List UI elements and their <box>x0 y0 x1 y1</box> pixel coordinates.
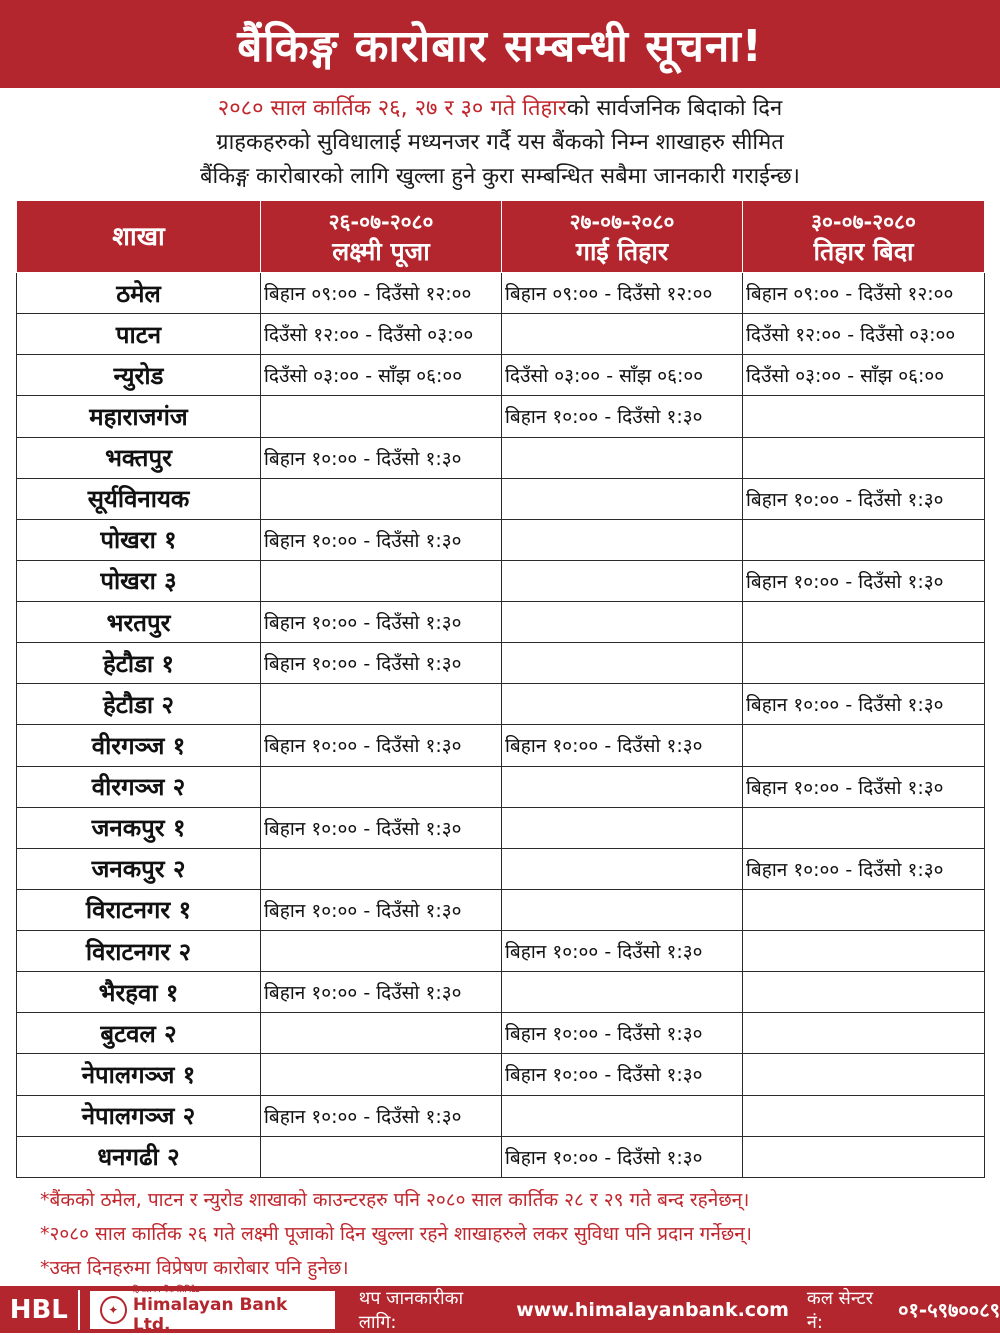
footnotes <box>40 1183 980 1285</box>
schedule-cell <box>743 396 985 437</box>
schedule-cell: दिउँसो १२:०० - दिउँसो ०३:०० <box>261 314 502 355</box>
branch-name-cell: हेटौडा २ <box>17 684 261 725</box>
schedule-cell <box>743 519 985 560</box>
schedule-cell <box>261 684 502 725</box>
schedule-cell: बिहान १०:०० - दिउँसो १:३० <box>261 602 502 643</box>
table-body <box>17 273 985 1178</box>
branch-name-cell: भक्तपुर <box>17 437 261 478</box>
table-row <box>17 602 985 643</box>
schedule-cell <box>743 1013 985 1054</box>
branch-name-cell: भैरहवा १ <box>17 972 261 1013</box>
table-row <box>17 314 985 355</box>
table-row <box>17 889 985 930</box>
table-row <box>17 560 985 601</box>
table-row <box>17 273 985 314</box>
intro-line-2: ग्राहकहरुको सुविधालाई मध्यनजर गर्दै यस बैंकको निम्न शाखाहरु सीमित <box>216 130 784 155</box>
table-row <box>17 396 985 437</box>
table-row <box>17 643 985 684</box>
table-row <box>17 1013 985 1054</box>
schedule-cell: बिहान ०९:०० - दिउँसो १२:०० <box>743 273 985 314</box>
table-row <box>17 519 985 560</box>
bank-logo-block <box>90 1285 335 1335</box>
schedule-cell: बिहान १०:०० - दिउँसो १:३० <box>743 766 985 807</box>
intro-highlight: २०८० साल कार्तिक २६, २७ र ३० गते तिहार <box>217 96 567 121</box>
schedule-cell: दिउँसो ०३:०० - साँझ ०६:०० <box>261 355 502 396</box>
table-row <box>17 1054 985 1095</box>
schedule-cell: बिहान १०:०० - दिउँसो १:३० <box>743 560 985 601</box>
schedule-cell <box>743 437 985 478</box>
column-header-day2 <box>502 201 743 273</box>
table-row <box>17 437 985 478</box>
table-row <box>17 684 985 725</box>
branch-name-cell: महाराजगंज <box>17 396 261 437</box>
table-row <box>17 725 985 766</box>
notice-title: बैंकिङ्ग कारोबार सम्बन्धी सूचना! <box>237 21 763 72</box>
table-row <box>17 1136 985 1177</box>
intro-paragraph <box>40 92 960 194</box>
schedule-cell: बिहान १०:०० - दिउँसो १:३० <box>502 931 743 972</box>
schedule-cell <box>502 972 743 1013</box>
contact-label: थप जानकारीका लागि: <box>358 1287 464 1333</box>
schedule-cell <box>502 478 743 519</box>
notice-title-bar <box>0 0 1000 88</box>
schedule-cell <box>261 396 502 437</box>
schedule-cell <box>743 807 985 848</box>
branch-name-cell: जनकपुर २ <box>17 848 261 889</box>
schedule-cell: दिउँसो ०३:०० - साँझ ०६:०० <box>743 355 985 396</box>
schedule-cell: बिहान ०९:०० - दिउँसो १२:०० <box>502 273 743 314</box>
schedule-cell: बिहान १०:०० - दिउँसो १:३० <box>743 848 985 889</box>
table-row <box>17 972 985 1013</box>
schedule-cell <box>743 972 985 1013</box>
schedule-cell: बिहान १०:०० - दिउँसो १:३० <box>261 437 502 478</box>
website-link[interactable]: www.himalayanbank.com <box>516 1298 789 1321</box>
schedule-cell: बिहान १०:०० - दिउँसो १:३० <box>261 972 502 1013</box>
schedule-cell <box>261 1013 502 1054</box>
call-center-number: ०१-५९७००८९ <box>898 1298 1000 1322</box>
table-row <box>17 766 985 807</box>
hbl-brand: HBL <box>0 1290 80 1330</box>
schedule-cell: बिहान १०:०० - दिउँसो १:३० <box>502 725 743 766</box>
schedule-cell: बिहान ०९:०० - दिउँसो १२:०० <box>261 273 502 314</box>
schedule-cell <box>502 519 743 560</box>
footer-bar <box>0 1286 1000 1333</box>
branch-name-cell: वीरगञ्ज २ <box>17 766 261 807</box>
branch-name-cell: सूर्यविनायक <box>17 478 261 519</box>
branch-name-cell: जनकपुर १ <box>17 807 261 848</box>
schedule-cell <box>261 478 502 519</box>
schedule-cell <box>261 848 502 889</box>
branch-name-cell: हेटौडा १ <box>17 643 261 684</box>
bank-name-nepali: हिमालयन बैंक लिमिटेड <box>132 1285 200 1294</box>
branch-schedule-table <box>16 200 985 1178</box>
schedule-cell <box>502 560 743 601</box>
branch-name-cell: वीरगञ्ज १ <box>17 725 261 766</box>
call-center-label: कल सेन्टर नं: <box>806 1287 873 1333</box>
column-festival: गाई तिहार <box>575 236 669 266</box>
schedule-cell <box>743 889 985 930</box>
branch-column-header: शाखा <box>17 201 261 273</box>
branch-name-cell: पोखरा ३ <box>17 560 261 601</box>
schedule-cell: बिहान १०:०० - दिउँसो १:३० <box>502 1013 743 1054</box>
branch-name-cell: पोखरा १ <box>17 519 261 560</box>
schedule-cell <box>743 602 985 643</box>
schedule-cell: बिहान १०:०० - दिउँसो १:३० <box>261 889 502 930</box>
table-row <box>17 1095 985 1136</box>
schedule-cell <box>261 1136 502 1177</box>
schedule-cell: बिहान १०:०० - दिउँसो १:३० <box>743 684 985 725</box>
table-header-row <box>17 201 985 273</box>
schedule-cell: बिहान १०:०० - दिउँसो १:३० <box>261 643 502 684</box>
schedule-cell: दिउँसो १२:०० - दिउँसो ०३:०० <box>743 314 985 355</box>
column-festival: लक्ष्मी पूजा <box>332 236 430 266</box>
schedule-cell: बिहान १०:०० - दिउँसो १:३० <box>743 478 985 519</box>
schedule-cell <box>502 766 743 807</box>
table-row <box>17 807 985 848</box>
schedule-cell: बिहान १०:०० - दिउँसो १:३० <box>502 1136 743 1177</box>
schedule-cell <box>743 1095 985 1136</box>
table-row <box>17 931 985 972</box>
schedule-cell <box>261 1054 502 1095</box>
branch-name-cell: भरतपुर <box>17 602 261 643</box>
schedule-cell <box>261 931 502 972</box>
column-date: २६-०७-२०८० <box>328 209 434 234</box>
schedule-cell: दिउँसो ०३:०० - साँझ ०६:०० <box>502 355 743 396</box>
branch-name-cell: नेपालगञ्ज २ <box>17 1095 261 1136</box>
himalayan-bank-logo-icon: ✦ <box>100 1296 127 1324</box>
branch-name-cell: ठमेल <box>17 273 261 314</box>
schedule-cell: बिहान १०:०० - दिउँसो १:३० <box>261 519 502 560</box>
column-date: २७-०७-२०८० <box>569 209 675 234</box>
schedule-cell <box>743 1136 985 1177</box>
schedule-cell: बिहान १०:०० - दिउँसो १:३० <box>261 807 502 848</box>
schedule-cell: बिहान १०:०० - दिउँसो १:३० <box>502 396 743 437</box>
schedule-cell <box>743 725 985 766</box>
branch-name-cell: विराटनगर २ <box>17 931 261 972</box>
branch-name-cell: बुटवल २ <box>17 1013 261 1054</box>
schedule-cell <box>502 889 743 930</box>
branch-name-cell: विराटनगर १ <box>17 889 261 930</box>
branch-name-cell: धनगढी २ <box>17 1136 261 1177</box>
schedule-cell <box>743 931 985 972</box>
schedule-cell <box>502 848 743 889</box>
bank-name-group <box>133 1284 325 1335</box>
schedule-cell <box>261 560 502 601</box>
intro-line-1-rest: को सार्वजनिक बिदाको दिन <box>566 96 783 121</box>
schedule-cell: बिहान १०:०० - दिउँसो १:३० <box>261 725 502 766</box>
column-date: ३०-०७-२०८० <box>811 209 916 234</box>
schedule-cell <box>743 1054 985 1095</box>
bank-name: Himalayan Bank Ltd. <box>132 1295 288 1335</box>
schedule-cell <box>261 766 502 807</box>
schedule-cell <box>502 314 743 355</box>
schedule-cell <box>502 437 743 478</box>
column-header-day3 <box>743 201 985 273</box>
table-row <box>17 848 985 889</box>
table-row <box>17 478 985 519</box>
branch-name-cell: नेपालगञ्ज १ <box>17 1054 261 1095</box>
intro-line-3: बैंकिङ्ग कारोबारको लागि खुल्ला हुने कुरा सम्बन्धित सबैमा जानकारी गराईन्छ। <box>199 164 801 189</box>
footnote: *बैंकको ठमेल, पाटन र न्युरोड शाखाको काउन्टरहरु पनि २०८० साल कार्तिक २८ र २९ गते बन्द रहनेछन्। <box>40 1189 750 1211</box>
column-festival: तिहार बिदा <box>813 236 914 266</box>
schedule-cell <box>502 602 743 643</box>
footnote: *उक्त दिनहरुमा विप्रेषण कारोबार पनि हुनेछ। <box>40 1257 349 1279</box>
table-row <box>17 355 985 396</box>
schedule-cell <box>502 643 743 684</box>
schedule-cell: बिहान १०:०० - दिउँसो १:३० <box>261 1095 502 1136</box>
footnote: *२०८० साल कार्तिक २६ गते लक्ष्मी पूजाको दिन खुल्ला रहने शाखाहरुले लकर सुविधा पनि प्रदान गर्नेछन्। <box>40 1223 752 1245</box>
schedule-cell <box>502 807 743 848</box>
schedule-cell <box>502 1095 743 1136</box>
schedule-cell <box>502 684 743 725</box>
schedule-cell <box>743 643 985 684</box>
schedule-cell: बिहान १०:०० - दिउँसो १:३० <box>502 1054 743 1095</box>
branch-name-cell: न्युरोड <box>17 355 261 396</box>
intro-line-1 <box>40 92 960 126</box>
branch-name-cell: पाटन <box>17 314 261 355</box>
column-header-day1 <box>261 201 502 273</box>
